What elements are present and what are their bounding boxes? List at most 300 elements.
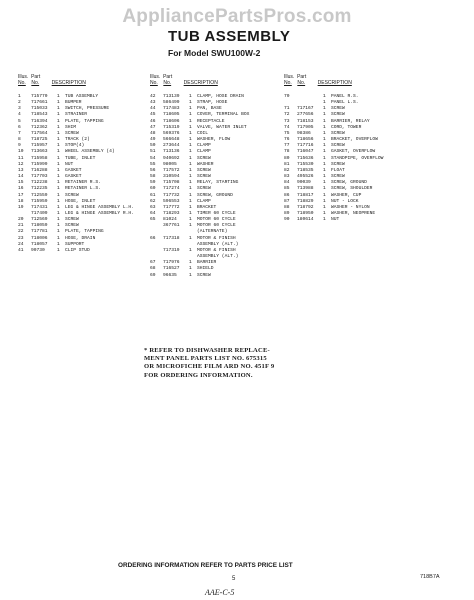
quantity: 1 (189, 149, 192, 155)
quantity: 1 (57, 155, 60, 161)
column-header (150, 74, 249, 86)
part-number: 717661 (31, 100, 48, 106)
illus-number: 5 (18, 118, 21, 124)
description: RELAY, STARTING (197, 180, 239, 186)
quantity: 1 (189, 235, 192, 241)
illus-number: 55 (150, 161, 156, 167)
part-number: 715319 (163, 124, 180, 130)
description: LEG & HINGE ASSEMBLY L.H. (65, 204, 134, 210)
part-number: 586499 (163, 100, 180, 106)
part-number: 718006 (31, 235, 48, 241)
description: GASKET (65, 174, 82, 180)
description: SCREW (65, 192, 79, 198)
quantity: 1 (189, 223, 192, 229)
description: PANEL L.S. (331, 100, 359, 106)
illus-number: 24 (18, 241, 24, 247)
part-number: 713139 (163, 94, 180, 99)
part-number: 713136 (163, 149, 180, 155)
part-number: 715770 (31, 94, 48, 99)
illus-number: 43 (150, 100, 156, 106)
quantity: 1 (189, 266, 192, 272)
part-number: 717409 (31, 210, 48, 216)
part-number: 717319 (163, 247, 180, 253)
quantity: 1 (323, 155, 326, 161)
quantity: 1 (323, 112, 326, 118)
quantity: 1 (57, 186, 60, 192)
description: SCREW (331, 130, 345, 136)
quantity: 1 (189, 247, 192, 253)
quantity: 1 (57, 217, 60, 223)
description: PANEL R.S. (331, 94, 359, 99)
header-description: DESCRIPTION (51, 80, 86, 86)
illus-number: 61 (150, 192, 156, 198)
part-number: 717905 (297, 124, 314, 130)
header-illus: Illus. (284, 74, 295, 80)
description: SCREW (331, 112, 345, 118)
illus-number: 6 (18, 124, 21, 130)
description: SCREW, GROUND (331, 180, 367, 186)
part-number: 718535 (297, 167, 314, 173)
illus-number: 82 (284, 167, 290, 173)
part-number: 717976 (163, 260, 180, 266)
part-number: 98005 (163, 161, 177, 167)
part-number: 718725 (31, 137, 48, 143)
quantity: 1 (189, 192, 192, 198)
illus-number: 69 (150, 272, 156, 278)
header-part: Part (163, 74, 173, 80)
illus-number: 46 (150, 118, 156, 124)
illus-number: 2 (18, 100, 21, 106)
part-number: 96635 (163, 272, 177, 278)
header-illus: Illus. (150, 74, 161, 80)
header-no: No. (150, 80, 158, 86)
header-no2: No. (163, 80, 172, 86)
quantity: 1 (189, 106, 192, 112)
description: NUT (331, 217, 340, 223)
quantity: 1 (57, 174, 60, 180)
part-number: 713988 (297, 186, 314, 192)
header-description: DESCRIPTION (317, 80, 352, 86)
description: TRACK (2) (65, 137, 90, 143)
quantity: 1 (189, 180, 192, 186)
quantity: 1 (189, 143, 192, 149)
quantity: 1 (57, 161, 60, 167)
part-number: 718817 (297, 192, 314, 198)
watermark: AppliancePartsPros.com (122, 6, 352, 27)
quantity: 1 (323, 167, 326, 173)
description: RECEPTACLE (197, 118, 225, 124)
part-number: 718293 (163, 210, 180, 216)
part-number: 717781 (31, 229, 48, 235)
description: HOSE, INLET (65, 198, 96, 204)
page-number: 5 (232, 576, 236, 582)
quantity: 1 (189, 204, 192, 210)
description: CORD, TOWER (331, 124, 362, 130)
description: SCREW (331, 174, 345, 180)
quantity: 1 (57, 167, 60, 173)
quantity: 1 (323, 192, 326, 198)
description: SHIELD (197, 266, 214, 272)
illus-number: 60 (150, 186, 156, 192)
quantity: 1 (57, 106, 60, 112)
part-number: 718792 (297, 204, 314, 210)
part-number: 98386 (297, 130, 311, 136)
description: SCREW (197, 186, 211, 192)
illus-number: 41 (18, 247, 24, 253)
part-number: 495526 (297, 174, 314, 180)
quantity: 1 (189, 210, 192, 216)
parts-row (18, 248, 134, 254)
illus-number: 89 (284, 210, 290, 216)
part-number: 717572 (163, 167, 180, 173)
description: WHEEL ASSEMBLY (4) (65, 149, 115, 155)
handwritten-mark: AAE-C-5 (205, 588, 235, 597)
illus-number: 44 (150, 106, 156, 112)
illus-number: 84 (284, 180, 290, 186)
illus-number: 78 (284, 149, 290, 155)
header-illus: Illus. (18, 74, 29, 80)
description: SCREW, SHOULDER (331, 186, 373, 192)
description: COIL (197, 130, 209, 136)
quantity: 1 (189, 260, 192, 266)
part-number: 596553 (163, 198, 180, 204)
description: MOTOR 60 CYCLE (197, 223, 236, 229)
description: STOP(4) (65, 143, 85, 149)
illus-number: 22 (18, 229, 24, 235)
illus-number: 87 (284, 198, 290, 204)
quantity: 1 (323, 174, 326, 180)
part-number: 715957 (31, 143, 48, 149)
part-number: 712238 (31, 180, 48, 186)
part-number: 712362 (31, 124, 48, 130)
quantity: 1 (189, 94, 192, 99)
illus-number: 20 (18, 217, 24, 223)
quantity: 1 (57, 100, 60, 106)
illus-number: 9 (18, 143, 21, 149)
part-number: 310594 (163, 174, 180, 180)
illus-number: 63 (150, 204, 156, 210)
description: WASHER, FLOW (197, 137, 231, 143)
quantity: 1 (57, 124, 60, 130)
illus-number: 3 (18, 106, 21, 112)
part-number: 718605 (163, 112, 180, 118)
part-number: 712559 (31, 192, 48, 198)
description: LEG & HINGE ASSEMBLY R.H. (65, 210, 134, 216)
part-number: 180614 (297, 217, 314, 223)
quantity: 1 (323, 204, 326, 210)
part-number: 715530 (297, 161, 314, 167)
illus-number: 42 (150, 94, 156, 99)
quantity: 1 (323, 100, 326, 106)
description: MOTOR & FINISH (197, 235, 236, 241)
part-number: 718059 (31, 223, 48, 229)
description: WASHER (197, 161, 214, 167)
quantity: 1 (57, 192, 60, 198)
illus-number: 7 (18, 130, 21, 136)
part-number: 717564 (31, 130, 48, 136)
illus-number: 13 (18, 167, 24, 173)
description: MOTOR 60 CYCLE (197, 217, 236, 223)
description: CLAMP (197, 149, 211, 155)
part-number: 717716 (297, 143, 314, 149)
description: MOTOR & FINISH (197, 247, 236, 253)
quantity: 1 (57, 204, 60, 210)
part-number: 718829 (297, 198, 314, 204)
page-subtitle: For Model SWU100W-2 (168, 48, 261, 58)
part-number: 717732 (163, 192, 180, 198)
quantity: 1 (189, 174, 192, 180)
description: GASKET, OVERFLOW (331, 149, 376, 155)
part-number: 716047 (297, 149, 314, 155)
quantity: 1 (57, 94, 60, 99)
illus-number: 70 (284, 94, 290, 99)
illus-number: 88 (284, 204, 290, 210)
description: TUBE, INLET (65, 155, 96, 161)
quantity: 1 (323, 106, 326, 112)
part-number: 716394 (31, 118, 48, 124)
description: SCREW (197, 174, 211, 180)
part-number: 940692 (163, 155, 180, 161)
illus-number: 23 (18, 235, 24, 241)
description: ASSEMBLY (ALT.) (197, 254, 239, 260)
quantity: 1 (323, 137, 326, 143)
part-number: 81024 (163, 217, 177, 223)
parts-column-3 (284, 74, 383, 223)
description: SCREW (331, 161, 345, 167)
illus-number: 17 (18, 192, 24, 198)
quantity: 1 (189, 155, 192, 161)
replacement-note (144, 347, 274, 380)
illus-number: 18 (18, 198, 24, 204)
quantity: 1 (323, 130, 326, 136)
quantity: 1 (323, 186, 326, 192)
page-title: TUB ASSEMBLY (168, 28, 291, 45)
part-number: 715033 (31, 106, 48, 112)
illus-number: 11 (18, 155, 24, 161)
description: SUPPORT (65, 241, 85, 247)
part-number: 718950 (297, 210, 314, 216)
note-line: OR MICROFICHE FILM ARD NO. 451F 9 (144, 363, 275, 371)
description: SCREW (65, 217, 79, 223)
header-part: Part (31, 74, 41, 80)
quantity: 1 (57, 143, 60, 149)
part-number: 569376 (163, 130, 180, 136)
quantity: 1 (189, 124, 192, 130)
quantity: 1 (189, 272, 192, 278)
part-number: 566648 (163, 137, 180, 143)
document-code: 718B7A (420, 574, 440, 580)
illus-number: 71 (284, 106, 290, 112)
ordering-footer: ORDERING INFORMATION REFER TO PARTS PRICE LIST (118, 562, 293, 569)
description: STRAP, HOSE (197, 100, 228, 106)
illus-number: 21 (18, 223, 24, 229)
quantity: 1 (323, 161, 326, 167)
part-number: 718543 (31, 112, 48, 118)
parts-row (150, 273, 249, 279)
quantity: 1 (57, 241, 60, 247)
illus-number: 86 (284, 192, 290, 198)
illus-number: 54 (150, 155, 156, 161)
illus-number: 16 (18, 186, 24, 192)
description: ASSEMBLY (ALT.) (197, 241, 239, 247)
part-number: 717431 (31, 204, 48, 210)
description: SCREW (197, 167, 211, 173)
illus-number: 65 (150, 217, 156, 223)
description: (ALTERNATE) (197, 229, 228, 235)
part-number: 277656 (297, 112, 314, 118)
description: STRAINER (65, 112, 88, 118)
description: CLAMP (197, 143, 211, 149)
note-line: FOR ORDERING INFORMATION. (144, 371, 253, 379)
part-number: 717274 (163, 186, 180, 192)
description: GASKET (65, 167, 82, 173)
illus-number: 74 (284, 124, 290, 130)
part-number: 717772 (163, 204, 180, 210)
illus-number: 66 (150, 235, 156, 241)
description: WASHER - NYLON (331, 204, 370, 210)
description: CLIP STUD (65, 247, 90, 253)
illus-number: 56 (150, 167, 156, 173)
description: WASHER, NEOPRENE (331, 210, 376, 216)
quantity: 1 (189, 167, 192, 173)
quantity: 1 (57, 137, 60, 143)
illus-number: 62 (150, 198, 156, 204)
description: PLATE, TAPPING (65, 229, 104, 235)
description: RETAINER L.S. (65, 186, 101, 192)
part-number: 718656 (297, 137, 314, 143)
description: SCREW (331, 143, 345, 149)
part-number: 273644 (163, 143, 180, 149)
description: BRACKET, OVERFLOW (331, 137, 378, 143)
quantity: 1 (323, 149, 326, 155)
illus-number: 15 (18, 180, 24, 186)
quantity: 1 (323, 124, 326, 130)
description: PAN, BASE (197, 106, 222, 112)
illus-number: 48 (150, 130, 156, 136)
quantity: 1 (57, 229, 60, 235)
illus-number: 50 (150, 143, 156, 149)
part-number: 715636 (297, 155, 314, 161)
quantity: 1 (189, 198, 192, 204)
illus-number: 77 (284, 143, 290, 149)
quantity: 1 (189, 217, 192, 223)
illus-number: 14 (18, 174, 24, 180)
quantity: 1 (57, 180, 60, 186)
header-no2: No. (31, 80, 40, 86)
description: CLAMP (197, 198, 211, 204)
part-number: 716288 (31, 167, 48, 173)
description: STANDPIPE, OVERFLOW (331, 155, 384, 161)
quantity: 1 (57, 235, 60, 241)
quantity: 1 (323, 210, 326, 216)
illus-number: 58 (150, 174, 156, 180)
illus-number: 76 (284, 137, 290, 143)
description: SHIM (65, 124, 77, 130)
illus-number: 12 (18, 161, 24, 167)
part-number: 715708 (163, 180, 180, 186)
part-number: 715958 (31, 155, 48, 161)
header-description: DESCRIPTION (183, 80, 218, 86)
quantity: 1 (189, 100, 192, 106)
quantity: 1 (189, 118, 192, 124)
quantity: 1 (189, 137, 192, 143)
illus-number: 90 (284, 217, 290, 223)
quantity: 1 (57, 223, 60, 229)
illus-number: 49 (150, 137, 156, 143)
part-number: 717318 (163, 235, 180, 241)
description: PLATE, TAPPING (65, 118, 104, 124)
part-number: 716527 (163, 266, 180, 272)
illus-number: 19 (18, 204, 24, 210)
illus-number: 59 (150, 180, 156, 186)
quantity: 1 (57, 149, 60, 155)
description: TIMER 60 CYCLE (197, 210, 236, 216)
quantity: 1 (323, 143, 326, 149)
part-number: 718153 (297, 118, 314, 124)
part-number: 717703 (31, 174, 48, 180)
header-no: No. (18, 80, 26, 86)
header-part: Part (297, 74, 307, 80)
description: TUB ASSEMBLY (65, 94, 99, 99)
illus-number: 67 (150, 260, 156, 266)
part-number: 90039 (297, 180, 311, 186)
part-number: 367761 (163, 223, 180, 229)
part-number: 717167 (297, 106, 314, 112)
illus-number: 68 (150, 266, 156, 272)
description: COVER, TERMINAL BOX (197, 112, 250, 118)
part-number: 712235 (31, 186, 48, 192)
parts-column-2 (150, 74, 249, 279)
description: SWITCH, PRESSURE (65, 106, 110, 112)
parts-column-1 (18, 74, 134, 254)
part-number: 712569 (31, 217, 48, 223)
illus-number: 81 (284, 161, 290, 167)
part-number: 717483 (163, 106, 180, 112)
part-number: 90730 (31, 247, 45, 253)
description: SCREW (197, 155, 211, 161)
illus-number: 72 (284, 112, 290, 118)
description: VALVE, WATER INLET (197, 124, 247, 130)
description: NUT - LOCK (331, 198, 359, 204)
description: SCREW (331, 106, 345, 112)
parts-row (284, 217, 383, 223)
quantity: 1 (57, 118, 60, 124)
description: BARRIER, RELAY (331, 118, 370, 124)
illus-number: 83 (284, 174, 290, 180)
illus-number: 73 (284, 118, 290, 124)
column-header (18, 74, 134, 86)
quantity: 1 (57, 247, 60, 253)
illus-number: 64 (150, 210, 156, 216)
description: SCREW, GROUND (197, 192, 233, 198)
illus-number: 8 (18, 137, 21, 143)
description: FLOAT (331, 167, 345, 173)
quantity: 1 (323, 180, 326, 186)
part-number: 713663 (31, 149, 48, 155)
column-header (284, 74, 383, 86)
illus-number: 45 (150, 112, 156, 118)
illus-number: 10 (18, 149, 24, 155)
note-line: * REFER TO DISHWASHER REPLACE- (144, 347, 270, 354)
illus-number: 4 (18, 112, 21, 118)
description: WASHER, CUP (331, 192, 362, 198)
quantity: 1 (57, 112, 60, 118)
quantity: 1 (323, 198, 326, 204)
header-no2: No. (297, 80, 306, 86)
quantity: 1 (189, 112, 192, 118)
quantity: 1 (57, 198, 60, 204)
illus-number: 47 (150, 124, 156, 130)
